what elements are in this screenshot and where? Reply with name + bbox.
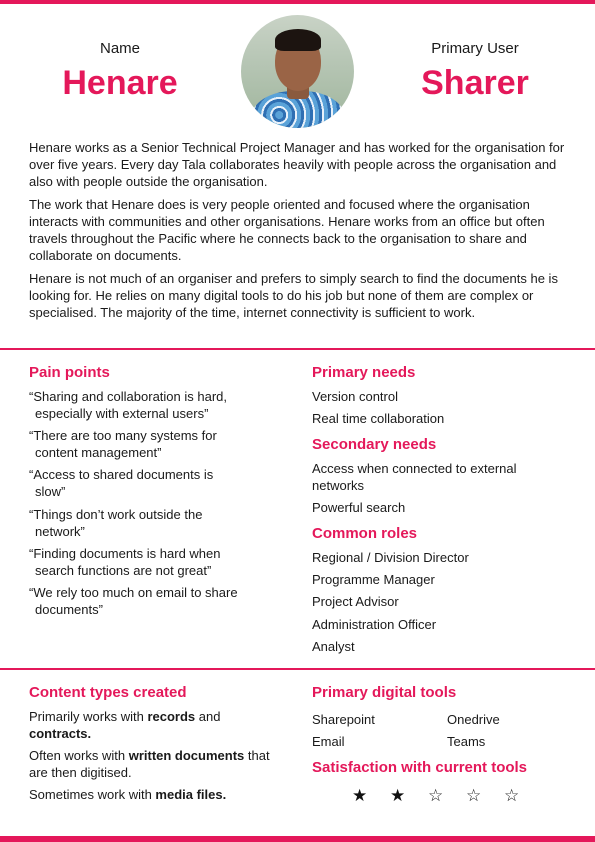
bottom-accent-bar (0, 836, 595, 842)
primary-need-item: Real time collaboration (312, 411, 445, 426)
tool-item: Onedrive (447, 712, 500, 727)
bold-text: contracts. (29, 726, 92, 741)
persona-name: Henare (62, 64, 178, 102)
role-item: Programme Manager (312, 572, 435, 587)
primary-user-label: Primary User (431, 40, 519, 57)
role-item: Project Advisor (312, 594, 399, 609)
text-span: that are then digitised. (29, 748, 270, 780)
digital-tools-title: Primary digital tools (312, 684, 457, 701)
star-empty-icon: ☆ (466, 786, 482, 805)
primary-needs-title: Primary needs (312, 364, 416, 381)
intro-paragraph: The work that Henare does is very people oriented and focused where the organisation interacts with communities and other organisations. Henare works from an office but often travels throughout the Pacific where he connects back to the organisation to share and collaborate on documents. (29, 197, 545, 263)
content-types-paragraph (29, 708, 279, 742)
avatar-hair (275, 29, 321, 51)
role-item: Analyst (312, 639, 355, 654)
intro-paragraph: Henare is not much of an organiser and prefers to simply search to find the documents he is looking for. He relies on many digital tools to do his job but none of them are complex or specialised. The majority of the time, internet connectivity is sufficient to work. (29, 271, 558, 320)
pain-point-item (29, 506, 289, 540)
pain-point-line: “We rely too much on email to share (29, 585, 238, 600)
content-types-title: Content types created (29, 684, 187, 701)
pain-point-item (29, 388, 289, 422)
primary-user-value: Sharer (421, 64, 529, 102)
text-span: Often works with (29, 748, 129, 763)
bold-text: written documents (128, 748, 245, 763)
pain-point-line: documents” (35, 602, 103, 617)
pain-point-line: “Sharing and collaboration is hard, (29, 389, 228, 404)
persona-avatar (241, 15, 354, 128)
star-filled-icon: ★ (390, 786, 406, 805)
pain-point-line: “There are too many systems for (29, 428, 217, 443)
role-item: Regional / Division Director (312, 550, 469, 565)
pain-point-line: search functions are not great” (35, 563, 212, 578)
pain-point-line: slow” (35, 484, 66, 499)
common-roles-title: Common roles (312, 525, 418, 542)
text-span: Primarily works with (29, 709, 148, 724)
content-types-paragraph (29, 786, 279, 803)
pain-points-title: Pain points (29, 364, 110, 381)
primary-need-item: Version control (312, 389, 398, 404)
satisfaction-title: Satisfaction with current tools (312, 759, 528, 776)
pain-point-item (29, 466, 289, 500)
tool-item: Email (312, 734, 345, 749)
persona-description (29, 139, 569, 327)
satisfaction-rating (352, 786, 532, 806)
content-types-paragraph (29, 747, 279, 781)
section-divider (0, 668, 595, 670)
pain-point-line: “Things don’t work outside the (29, 507, 203, 522)
pain-point-item (29, 427, 289, 461)
role-item: Administration Officer (312, 617, 437, 632)
star-filled-icon: ★ (352, 786, 368, 805)
pain-point-line: content management” (35, 445, 162, 460)
secondary-need-item: Powerful search (312, 500, 406, 515)
secondary-need-item: Access when connected to external networks (312, 461, 517, 493)
bold-text: records (147, 709, 196, 724)
star-empty-icon: ☆ (428, 786, 444, 805)
pain-point-item (29, 545, 289, 579)
secondary-needs-title: Secondary needs (312, 436, 437, 453)
pain-point-line: “Access to shared documents is (29, 467, 214, 482)
tool-item: Teams (447, 734, 486, 749)
name-label: Name (99, 40, 140, 57)
star-empty-icon: ☆ (504, 786, 520, 805)
pain-point-line: network” (35, 524, 85, 539)
bold-text: media files. (155, 787, 227, 802)
text-span: and (195, 709, 221, 724)
pain-point-item (29, 584, 289, 618)
pain-point-line: “Finding documents is hard when (29, 546, 221, 561)
text-span: Sometimes work with (29, 787, 156, 802)
tool-item: Sharepoint (312, 712, 375, 727)
top-accent-bar (0, 0, 595, 4)
pain-point-line: especially with external users” (35, 406, 209, 421)
section-divider (0, 348, 595, 350)
intro-paragraph: Henare works as a Senior Technical Project Manager and has worked for the organisation for over five years. Every day Tala collaborates heavily with people across the organisation and also with people outside the organisation. (29, 140, 565, 189)
